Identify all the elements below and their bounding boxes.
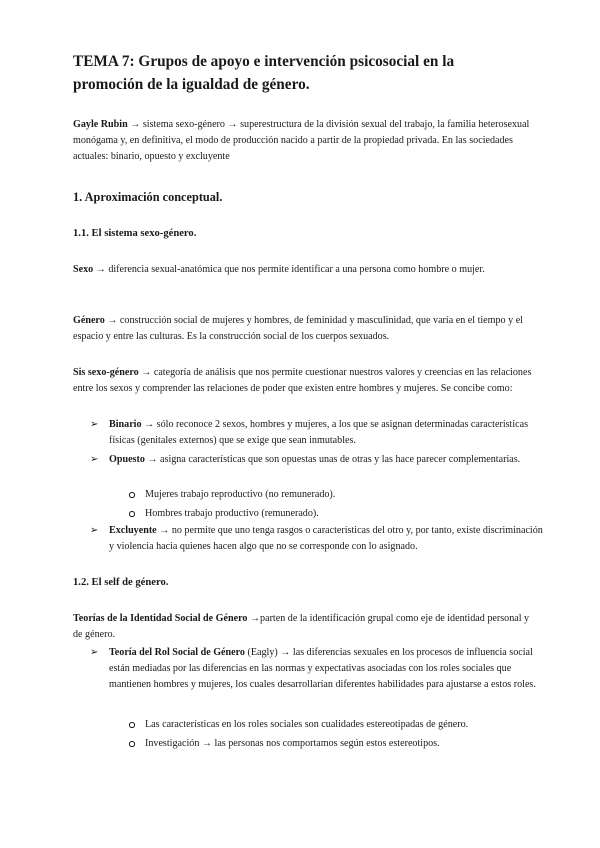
bullet-binario: [109, 417, 539, 449]
teorias-term: Teorías de la Identidad Social de Género: [73, 613, 248, 624]
opuesto-text: → asigna características que son opuestas unas de otras y las hace parecer complementarias.: [144, 454, 521, 465]
arrow-bullet-icon: ➢: [90, 647, 99, 658]
bullet-excluyente: [109, 523, 549, 555]
sub-bullet-hombres: Hombres trabajo productivo (remunerado).: [145, 508, 319, 519]
arrow-bullet-icon: ➢: [90, 454, 99, 465]
sis-text: → categoría de análisis que nos permite cuestionar nuestros valores y creencias en las relaciones entre los sexos y comprender las relaciones de poder que existen entre hombres y mujeres. Se concibe como:: [73, 367, 532, 394]
circle-bullet-icon: [129, 741, 135, 747]
title-line-1: TEMA 7: Grupos de apoyo e intervención psicosocial en la: [73, 53, 455, 70]
sub-bullet-investigacion: Investigación → las personas nos comportamos según estos estereotipos.: [145, 738, 440, 749]
section-1-heading: 1. Aproximación conceptual.: [73, 190, 223, 204]
circle-bullet-icon: [129, 492, 135, 498]
teorias-paragraph: [73, 611, 533, 643]
sub-bullet-caracteristicas: Las características en los roles sociales son cualidades estereotipadas de género.: [145, 719, 469, 730]
genero-paragraph: [73, 313, 543, 345]
excluyente-term: Excluyente: [109, 525, 157, 536]
sexo-text: → diferencia sexual-anatómica que nos permite identificar a una persona como hombre o mujer.: [93, 264, 485, 275]
page-title: [73, 50, 553, 96]
section-1-2-heading: 1.2. El self de género.: [73, 577, 169, 588]
sexo-term: Sexo: [73, 264, 94, 275]
bullet-rol-social: [109, 645, 547, 693]
section-1-1-heading: 1.1. El sistema sexo-género.: [73, 228, 197, 239]
title-line-2: promoción de la igualdad de género.: [73, 76, 310, 93]
sub-bullet-mujeres: Mujeres trabajo reproductivo (no remunerado).: [145, 489, 336, 500]
sis-paragraph: [73, 365, 543, 397]
genero-term: Género: [73, 315, 105, 326]
binario-term: Binario: [109, 419, 142, 430]
intro-text: → sistema sexo-género → superestructura de la división sexual del trabajo, la familia heterosexual monógama y, en definitiva, el modo de producción nacido a partir de la propiedad privada. En las sociedades actuales: binario, opuesto y excluyente: [73, 119, 530, 162]
arrow-bullet-icon: ➢: [90, 419, 99, 430]
genero-text: → construcción social de mujeres y hombres, de feminidad y masculinidad, que varía en el tiempo y el espacio y entre las culturas. Es la construcción social de los cuerpos sexuados.: [73, 315, 523, 342]
circle-bullet-icon: [129, 722, 135, 728]
sis-term: Sis sexo-género: [73, 367, 139, 378]
excluyente-text: → no permite que uno tenga rasgos o características del otro y, por tanto, existe discriminación y violencia hacia quienes hacen algo que no se corresponde con lo asignado.: [109, 525, 543, 552]
teorias-text: →parten de la identificación grupal como eje de identidad personal y de género.: [73, 613, 530, 640]
rol-text: (Eagly) → las diferencias sexuales en los procesos de influencia social están mediadas por las diferencias en las normas y expectativas asociadas con los roles sociales que mantienen hombres y mujeres, los cuales desarrollarían diferentes habilidades para ajustarse a estos roles.: [109, 647, 536, 690]
intro-paragraph: [73, 117, 543, 165]
circle-bullet-icon: [129, 511, 135, 517]
rol-term: Teoría del Rol Social de Género: [109, 647, 245, 658]
opuesto-term: Opuesto: [109, 454, 145, 465]
intro-term: Gayle Rubin: [73, 119, 128, 130]
arrow-bullet-icon: ➢: [90, 525, 99, 536]
binario-text: → sólo reconoce 2 sexos, hombres y mujeres, a los que se asignan determinadas características físicas (genitales externos) que se exige que sean inmutables.: [109, 419, 529, 446]
sexo-paragraph: [73, 262, 543, 278]
bullet-opuesto: [109, 452, 539, 468]
